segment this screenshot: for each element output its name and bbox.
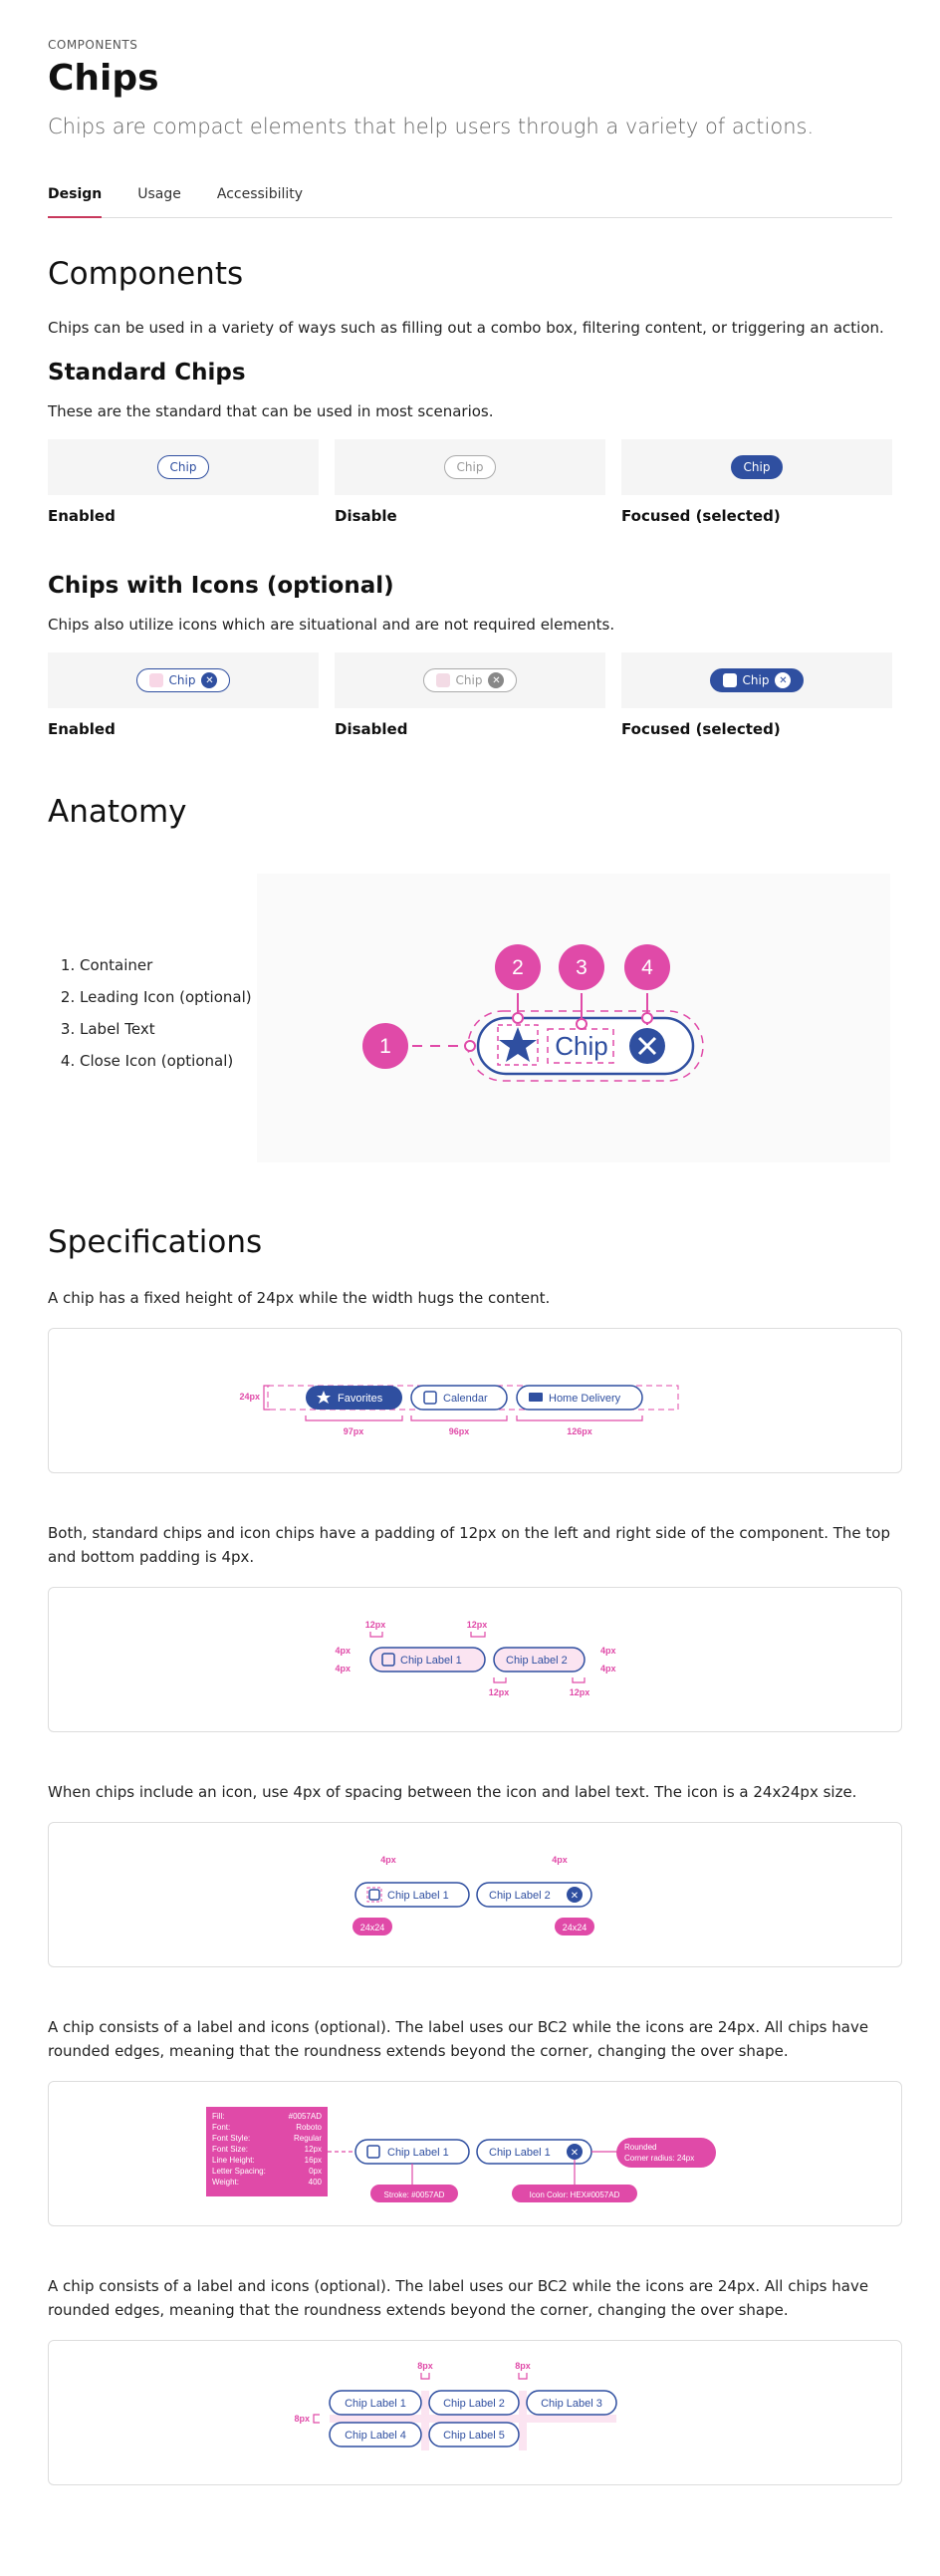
width-bracket-3 <box>517 1416 642 1420</box>
state-label: Enabled <box>48 507 116 525</box>
anatomy-list <box>48 954 257 1082</box>
gap-label-2: 4px <box>552 1855 568 1865</box>
pad-right-label: 12px <box>466 1620 488 1630</box>
prop-value: Roboto <box>296 2123 322 2132</box>
swatch <box>621 652 892 708</box>
close-icon[interactable]: ✕ <box>775 672 791 688</box>
swatch <box>335 652 605 708</box>
icon-chip-row <box>48 652 892 738</box>
spec-3-figure <box>48 1822 902 1967</box>
prop-key: Font: <box>212 2123 231 2132</box>
leader-dot-4 <box>642 1013 652 1023</box>
standard-disabled <box>335 439 605 525</box>
gap-label-row: 8px <box>294 2414 310 2424</box>
gap-bracket-2 <box>519 2373 527 2379</box>
chip-label: Chip <box>742 673 770 687</box>
chip-home-delivery-label: Home Delivery <box>549 1393 621 1405</box>
marker-2-text: 2 <box>512 956 524 979</box>
spec-2-text: Both, standard chips and icon chips have a padding of 12px on the left and right side of the component. The top and bottom padding is 4px. <box>48 1524 890 1566</box>
close-icon-glyph: ✕ <box>570 1891 580 1902</box>
gap-label-1: 4px <box>380 1855 396 1865</box>
gap-label-2: 8px <box>515 2361 531 2371</box>
chip-label: Chip <box>168 673 196 687</box>
leader-dot-2 <box>513 1013 523 1023</box>
components-section <box>48 256 892 738</box>
state-label: Focused (selected) <box>621 507 781 525</box>
icon-size-label-1: 24x24 <box>359 1923 385 1932</box>
chip-favorites-label: Favorites <box>338 1393 383 1405</box>
stroke-label: Stroke: #0057AD <box>383 2190 445 2199</box>
chip-label-2-text: Chip Label 2 <box>506 1655 568 1667</box>
specifications-section <box>48 1224 892 2485</box>
prop-key: Letter Spacing: <box>212 2167 266 2176</box>
pad-left-bracket-2 <box>494 1677 506 1682</box>
spec-4-text: A chip consists of a label and icons (optional). The label uses our BC2 while the icons are 24px. All chips have rounded edges, meaning that the roundness extends beyond the corner, changing the over shape. <box>48 2018 869 2060</box>
page-title: Chips <box>48 58 159 99</box>
gap-highlight-row <box>330 2415 616 2423</box>
leading-icon <box>149 673 163 687</box>
icon-chip-disabled <box>423 668 518 692</box>
spec-5-diagram <box>49 2341 900 2483</box>
pad-bottom-label-right: 4px <box>600 1664 616 1674</box>
spec-4-diagram <box>49 2082 900 2224</box>
standard-chip-row <box>48 439 892 525</box>
close-icon-glyph: ✕ <box>570 2148 580 2159</box>
prop-key: Line Height: <box>212 2156 255 2165</box>
spec-5-text: A chip consists of a label and icons (optional). The label uses our BC2 while the icons are 24px. All chips have rounded edges, meaning that the roundness extends beyond the corner, changing the over shape. <box>48 2277 869 2319</box>
spec-3-text: When chips include an icon, use 4px of spacing between the icon and label text. The icon is a 24x24px size. <box>48 1783 857 1801</box>
pad-right-bracket-2 <box>573 1677 585 1682</box>
pad-bottom-label: 4px <box>335 1664 351 1674</box>
eyebrow: COMPONENTS <box>48 38 138 52</box>
gap-label-1: 8px <box>417 2361 433 2371</box>
spec-5-figure <box>48 2340 902 2485</box>
icons-focused <box>621 652 892 738</box>
chip-3-label: Chip Label 3 <box>541 2398 602 2410</box>
width-bracket-2 <box>411 1416 507 1420</box>
specifications-title: Specifications <box>48 1224 263 1260</box>
anatomy-diagram <box>257 874 890 1162</box>
pad-top-label: 4px <box>335 1646 351 1656</box>
anatomy-item: 3. Label Text <box>80 1018 257 1040</box>
radius-label: Corner radius: 24px <box>624 2154 695 2163</box>
pad-left-bracket <box>370 1632 382 1637</box>
height-label: 24px <box>239 1392 260 1402</box>
pad-right-label-2: 12px <box>569 1687 590 1697</box>
swatch <box>48 439 319 495</box>
chip-2-label: Chip Label 2 <box>443 2398 505 2410</box>
icons-disabled <box>335 652 605 738</box>
icon-color-label: Icon Color: HEX#0057AD <box>529 2190 620 2199</box>
prop-key: Fill: <box>212 2112 225 2121</box>
spec-2-diagram <box>49 1588 900 1730</box>
anatomy-item: 1. Container <box>80 954 257 976</box>
prop-value: #0057AD <box>288 2112 322 2121</box>
standard-enabled <box>48 439 319 525</box>
components-title: Components <box>48 256 244 292</box>
width-label-2: 96px <box>448 1426 470 1436</box>
icon-size-label-2: 24x24 <box>562 1923 588 1932</box>
spec-2-figure <box>48 1587 902 1732</box>
prop-key: Font Size: <box>212 2145 249 2154</box>
spec-1-text: A chip has a fixed height of 24px while the width hugs the content. <box>48 1289 551 1307</box>
chip-label-1b-text: Chip Label 1 <box>489 2147 551 2159</box>
icons-enabled <box>48 652 319 738</box>
gap-bracket-row <box>314 2415 320 2423</box>
prop-value: 16px <box>304 2156 322 2165</box>
chip-label-1-text: Chip Label 1 <box>400 1655 462 1667</box>
state-label: Disable <box>335 507 397 525</box>
anatomy-title: Anatomy <box>48 794 187 830</box>
standard-focused <box>621 439 892 525</box>
prop-value: Regular <box>293 2134 322 2143</box>
icon-chip-focused[interactable] <box>710 668 805 692</box>
anatomy-figure <box>257 874 890 1162</box>
width-bracket-1 <box>306 1416 402 1420</box>
chip-label-1-text: Chip Label 1 <box>387 1890 449 1902</box>
prop-value: 400 <box>308 2178 322 2187</box>
height-bracket <box>264 1386 270 1410</box>
standard-desc: These are the standard that can be used in most scenarios. <box>48 402 494 420</box>
tab-usage[interactable]: Usage <box>137 186 181 202</box>
marker-4-text: 4 <box>641 956 653 979</box>
chip-5-label: Chip Label 5 <box>443 2430 505 2442</box>
spec-3-diagram <box>49 1823 900 1965</box>
icons-title: Chips with Icons (optional) <box>48 573 394 599</box>
pad-top-label-right: 4px <box>600 1646 616 1656</box>
chip-1-label: Chip Label 1 <box>345 2398 406 2410</box>
chip-focused[interactable]: Chip <box>731 455 784 479</box>
close-icon: ✕ <box>488 672 504 688</box>
chip-label-1-text: Chip Label 1 <box>387 2147 449 2159</box>
state-label: Focused (selected) <box>621 720 781 738</box>
tab-bar <box>48 184 892 218</box>
close-icon[interactable]: ✕ <box>201 672 217 688</box>
anatomy-item: 4. Close Icon (optional) <box>80 1050 257 1072</box>
leading-icon <box>723 673 737 687</box>
anatomy-chip-label: Chip <box>555 1031 608 1061</box>
anatomy-section <box>48 794 892 1162</box>
prop-key: Weight: <box>212 2178 239 2187</box>
rounded-label: Rounded <box>624 2143 657 2152</box>
chip-disabled: Chip <box>444 455 497 479</box>
spec-1-figure <box>48 1328 902 1473</box>
width-label-3: 126px <box>567 1426 592 1436</box>
components-desc: Chips can be used in a variety of ways such as filling out a combo box, filtering content, or triggering an action. <box>48 319 884 337</box>
gap-bracket-1 <box>421 2373 429 2379</box>
pad-right-bracket <box>471 1632 485 1637</box>
prop-value: 12px <box>304 2145 322 2154</box>
swatch <box>621 439 892 495</box>
tab-accessibility[interactable]: Accessibility <box>216 186 304 202</box>
chip-label-2-text: Chip Label 2 <box>489 1890 551 1902</box>
truck-icon <box>529 1393 543 1402</box>
icon-chip-enabled[interactable] <box>136 668 231 692</box>
swatch <box>48 652 319 708</box>
chip-label: Chip <box>455 673 483 687</box>
chip-4-label: Chip Label 4 <box>345 2430 406 2442</box>
chip-calendar-label: Calendar <box>443 1393 488 1405</box>
pad-left-label-2: 12px <box>488 1687 510 1697</box>
prop-key: Font Style: <box>212 2134 251 2143</box>
marker-1-text: 1 <box>379 1035 391 1058</box>
swatch <box>335 439 605 495</box>
state-label: Enabled <box>48 720 116 738</box>
leader-dot-1 <box>465 1041 475 1051</box>
anatomy-body <box>48 874 892 1162</box>
leading-icon <box>436 673 450 687</box>
marker-3-text: 3 <box>576 956 588 979</box>
tab-design[interactable]: Design <box>48 184 102 217</box>
standard-title: Standard Chips <box>48 360 246 386</box>
spec-1-diagram <box>49 1329 900 1471</box>
pad-left-label: 12px <box>364 1620 386 1630</box>
leader-dot-3 <box>577 1019 587 1029</box>
spec-4-figure <box>48 2081 902 2226</box>
icons-desc: Chips also utilize icons which are situational and are not required elements. <box>48 616 615 634</box>
width-label-1: 97px <box>343 1426 364 1436</box>
anatomy-item: 2. Leading Icon (optional) <box>80 986 257 1008</box>
prop-value: 0px <box>309 2167 322 2176</box>
chip-enabled[interactable]: Chip <box>157 455 210 479</box>
state-label: Disabled <box>335 720 408 738</box>
page-lead: Chips are compact elements that help users through a variety of actions. <box>48 115 815 138</box>
